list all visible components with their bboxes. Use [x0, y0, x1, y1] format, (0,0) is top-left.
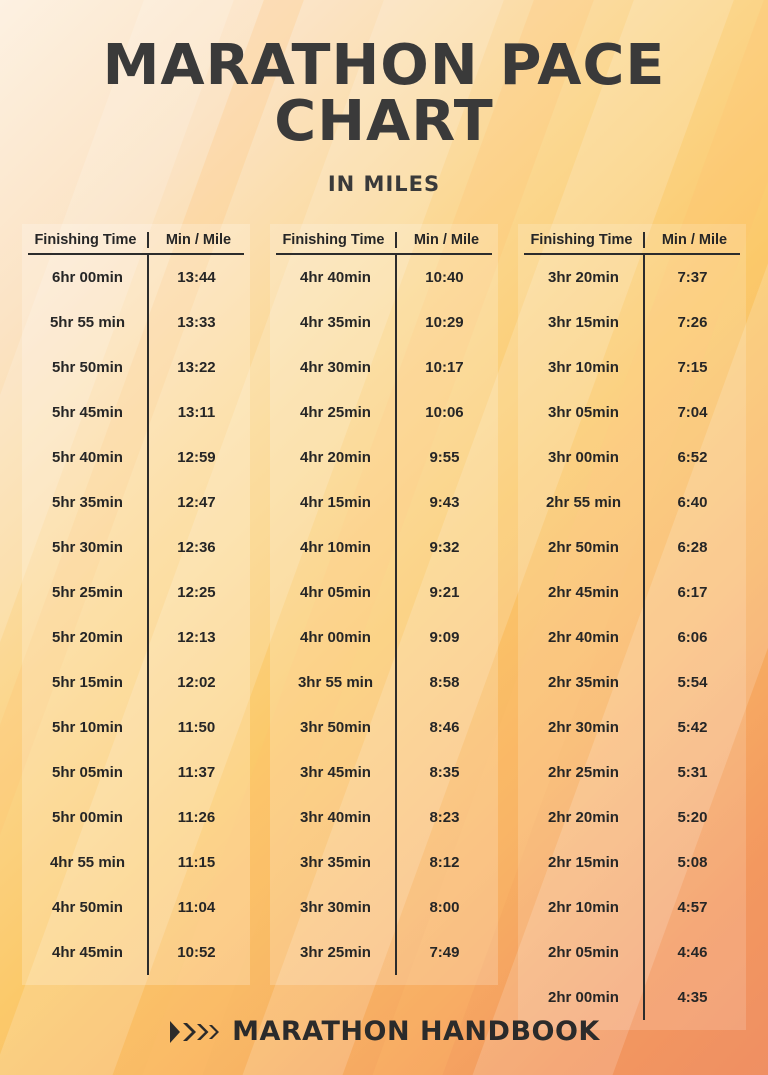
cell-min-per-mile: 8:12: [429, 854, 460, 872]
cell-min-per-mile: 8:23: [429, 809, 460, 827]
cell-finishing-time: 5hr 00min: [28, 795, 149, 840]
cell-min-per-mile: 7:26: [677, 314, 708, 332]
cell-min-per-mile: 7:15: [677, 359, 708, 377]
table-row: [276, 390, 492, 435]
table-row: [28, 930, 244, 975]
cell-min-per-mile: 6:28: [677, 539, 708, 557]
cell-min-per-mile: 9:21: [429, 584, 460, 602]
cell-min-per-mile: 5:08: [677, 854, 708, 872]
cell-finishing-time: 2hr 25min: [524, 750, 645, 795]
cell-finishing-time: 5hr 30min: [28, 525, 149, 570]
brand-name: MARATHON HANDBOOK: [232, 1016, 600, 1047]
table-header-row: [28, 232, 244, 255]
cell-finishing-time: 4hr 20min: [276, 435, 397, 480]
cell-finishing-time: 3hr 15min: [524, 300, 645, 345]
cell-finishing-time: 3hr 40min: [276, 795, 397, 840]
table-row: [524, 660, 740, 705]
cell-min-per-mile: 7:37: [677, 269, 708, 287]
cell-finishing-time: 3hr 55 min: [276, 660, 397, 705]
cell-finishing-time: 5hr 15min: [28, 660, 149, 705]
cell-min-per-mile: 9:43: [429, 494, 460, 512]
table-row: [524, 525, 740, 570]
table-row: [524, 435, 740, 480]
cell-min-per-mile: 10:52: [177, 944, 216, 962]
cell-min-per-mile: 9:55: [429, 449, 460, 467]
table-row: [276, 840, 492, 885]
cell-finishing-time: 4hr 10min: [276, 525, 397, 570]
table-row: [276, 435, 492, 480]
table-row: [524, 885, 740, 930]
cell-min-per-mile: 7:04: [677, 404, 708, 422]
cell-finishing-time: 2hr 00min: [524, 975, 645, 1020]
table-row: [28, 885, 244, 930]
cell-finishing-time: 2hr 50min: [524, 525, 645, 570]
cell-min-per-mile: 5:20: [677, 809, 708, 827]
table-row: [28, 840, 244, 885]
cell-min-per-mile: 4:35: [677, 989, 708, 1007]
cell-finishing-time: 4hr 55 min: [28, 840, 149, 885]
cell-min-per-mile: 13:33: [177, 314, 216, 332]
table-row: [28, 750, 244, 795]
cell-finishing-time: 3hr 25min: [276, 930, 397, 975]
cell-finishing-time: 5hr 10min: [28, 705, 149, 750]
table-row: [524, 615, 740, 660]
cell-finishing-time: 3hr 05min: [524, 390, 645, 435]
table-row: [276, 570, 492, 615]
cell-min-per-mile: 11:37: [177, 764, 216, 782]
cell-finishing-time: 2hr 35min: [524, 660, 645, 705]
cell-finishing-time: 3hr 30min: [276, 885, 397, 930]
table-row: [276, 480, 492, 525]
cell-min-per-mile: 8:58: [429, 674, 460, 692]
table-row: [524, 255, 740, 300]
table-row: [28, 300, 244, 345]
table-row: [276, 885, 492, 930]
cell-finishing-time: 5hr 55 min: [28, 300, 149, 345]
pace-table-3: [518, 224, 746, 1030]
table-row: [276, 345, 492, 390]
table-row: [28, 660, 244, 705]
cell-finishing-time: 2hr 20min: [524, 795, 645, 840]
table-header-row: [276, 232, 492, 255]
cell-min-per-mile: 12:47: [177, 494, 216, 512]
cell-min-per-mile: 5:42: [677, 719, 708, 737]
chevrons-right-icon: [168, 1018, 220, 1046]
table-row: [524, 705, 740, 750]
cell-min-per-mile: 10:40: [425, 269, 464, 287]
cell-finishing-time: 6hr 00min: [28, 255, 149, 300]
pace-table-2: [270, 224, 498, 985]
table-row: [276, 660, 492, 705]
cell-min-per-mile: 11:04: [177, 899, 216, 917]
cell-finishing-time: 4hr 50min: [28, 885, 149, 930]
cell-min-per-mile: 4:57: [677, 899, 708, 917]
cell-finishing-time: 3hr 45min: [276, 750, 397, 795]
cell-min-per-mile: 10:29: [425, 314, 464, 332]
cell-finishing-time: 4hr 00min: [276, 615, 397, 660]
table-row: [524, 840, 740, 885]
table-row: [276, 750, 492, 795]
table-row: [524, 930, 740, 975]
cell-min-per-mile: 5:31: [677, 764, 708, 782]
table-row: [524, 750, 740, 795]
table-row: [28, 525, 244, 570]
column-header-finishing-time: Finishing Time: [524, 232, 645, 248]
cell-min-per-mile: 7:49: [429, 944, 460, 962]
cell-finishing-time: 5hr 35min: [28, 480, 149, 525]
pace-tables: [0, 224, 768, 1030]
cell-min-per-mile: 6:06: [677, 629, 708, 647]
cell-finishing-time: 2hr 10min: [524, 885, 645, 930]
cell-min-per-mile: 5:54: [677, 674, 708, 692]
cell-min-per-mile: 6:40: [677, 494, 708, 512]
table-row: [28, 255, 244, 300]
cell-finishing-time: 3hr 20min: [524, 255, 645, 300]
table-row: [276, 795, 492, 840]
table-row: [28, 435, 244, 480]
cell-finishing-time: 2hr 55 min: [524, 480, 645, 525]
table-row: [276, 705, 492, 750]
cell-finishing-time: 4hr 40min: [276, 255, 397, 300]
page-subtitle: IN MILES: [327, 172, 441, 196]
cell-finishing-time: 3hr 00min: [524, 435, 645, 480]
table-row: [524, 300, 740, 345]
cell-finishing-time: 4hr 25min: [276, 390, 397, 435]
column-header-min-per-mile: Min / Mile: [413, 232, 480, 248]
table-row: [524, 390, 740, 435]
table-row: [524, 570, 740, 615]
table-row: [28, 345, 244, 390]
cell-finishing-time: 5hr 20min: [28, 615, 149, 660]
cell-min-per-mile: 10:17: [425, 359, 464, 377]
table-row: [28, 390, 244, 435]
cell-min-per-mile: 12:36: [177, 539, 216, 557]
table-row: [276, 255, 492, 300]
column-header-min-per-mile: Min / Mile: [661, 232, 728, 248]
cell-finishing-time: 5hr 45min: [28, 390, 149, 435]
cell-min-per-mile: 9:32: [429, 539, 460, 557]
cell-min-per-mile: 4:46: [677, 944, 708, 962]
table-row: [524, 480, 740, 525]
table-row: [276, 300, 492, 345]
pace-table-1: [22, 224, 250, 985]
cell-min-per-mile: 11:15: [177, 854, 216, 872]
cell-min-per-mile: 6:52: [677, 449, 708, 467]
column-header-min-per-mile: Min / Mile: [165, 232, 232, 248]
cell-finishing-time: 3hr 35min: [276, 840, 397, 885]
cell-finishing-time: 2hr 30min: [524, 705, 645, 750]
cell-finishing-time: 5hr 40min: [28, 435, 149, 480]
cell-finishing-time: 5hr 05min: [28, 750, 149, 795]
cell-min-per-mile: 8:46: [429, 719, 460, 737]
cell-finishing-time: 4hr 05min: [276, 570, 397, 615]
footer-branding: [0, 1016, 768, 1047]
cell-finishing-time: 2hr 45min: [524, 570, 645, 615]
cell-min-per-mile: 8:00: [429, 899, 460, 917]
page-title: MARATHON PACE CHART: [102, 33, 666, 154]
cell-finishing-time: 5hr 25min: [28, 570, 149, 615]
table-row: [28, 705, 244, 750]
cell-min-per-mile: 12:02: [177, 674, 216, 692]
cell-finishing-time: 2hr 15min: [524, 840, 645, 885]
table-row: [276, 615, 492, 660]
cell-min-per-mile: 13:44: [177, 269, 216, 287]
cell-finishing-time: 5hr 50min: [28, 345, 149, 390]
cell-min-per-mile: 6:17: [677, 584, 708, 602]
table-row: [524, 345, 740, 390]
cell-finishing-time: 4hr 30min: [276, 345, 397, 390]
table-row: [524, 795, 740, 840]
cell-finishing-time: 4hr 45min: [28, 930, 149, 975]
cell-finishing-time: 2hr 05min: [524, 930, 645, 975]
cell-min-per-mile: 12:25: [177, 584, 216, 602]
table-row: [28, 480, 244, 525]
table-row: [28, 615, 244, 660]
column-header-finishing-time: Finishing Time: [28, 232, 149, 248]
cell-min-per-mile: 12:13: [177, 629, 216, 647]
table-header-row: [524, 232, 740, 255]
cell-min-per-mile: 9:09: [429, 629, 460, 647]
cell-finishing-time: 2hr 40min: [524, 615, 645, 660]
cell-min-per-mile: 13:11: [177, 404, 216, 422]
table-row: [276, 525, 492, 570]
cell-finishing-time: 4hr 35min: [276, 300, 397, 345]
cell-min-per-mile: 11:50: [177, 719, 216, 737]
table-row: [524, 975, 740, 1020]
table-row: [28, 795, 244, 840]
cell-finishing-time: 3hr 10min: [524, 345, 645, 390]
column-header-finishing-time: Finishing Time: [276, 232, 397, 248]
cell-min-per-mile: 11:26: [177, 809, 216, 827]
table-row: [276, 930, 492, 975]
cell-finishing-time: 4hr 15min: [276, 480, 397, 525]
table-row: [28, 570, 244, 615]
cell-min-per-mile: 8:35: [429, 764, 460, 782]
cell-finishing-time: 3hr 50min: [276, 705, 397, 750]
cell-min-per-mile: 10:06: [425, 404, 464, 422]
cell-min-per-mile: 12:59: [177, 449, 216, 467]
cell-min-per-mile: 13:22: [177, 359, 216, 377]
